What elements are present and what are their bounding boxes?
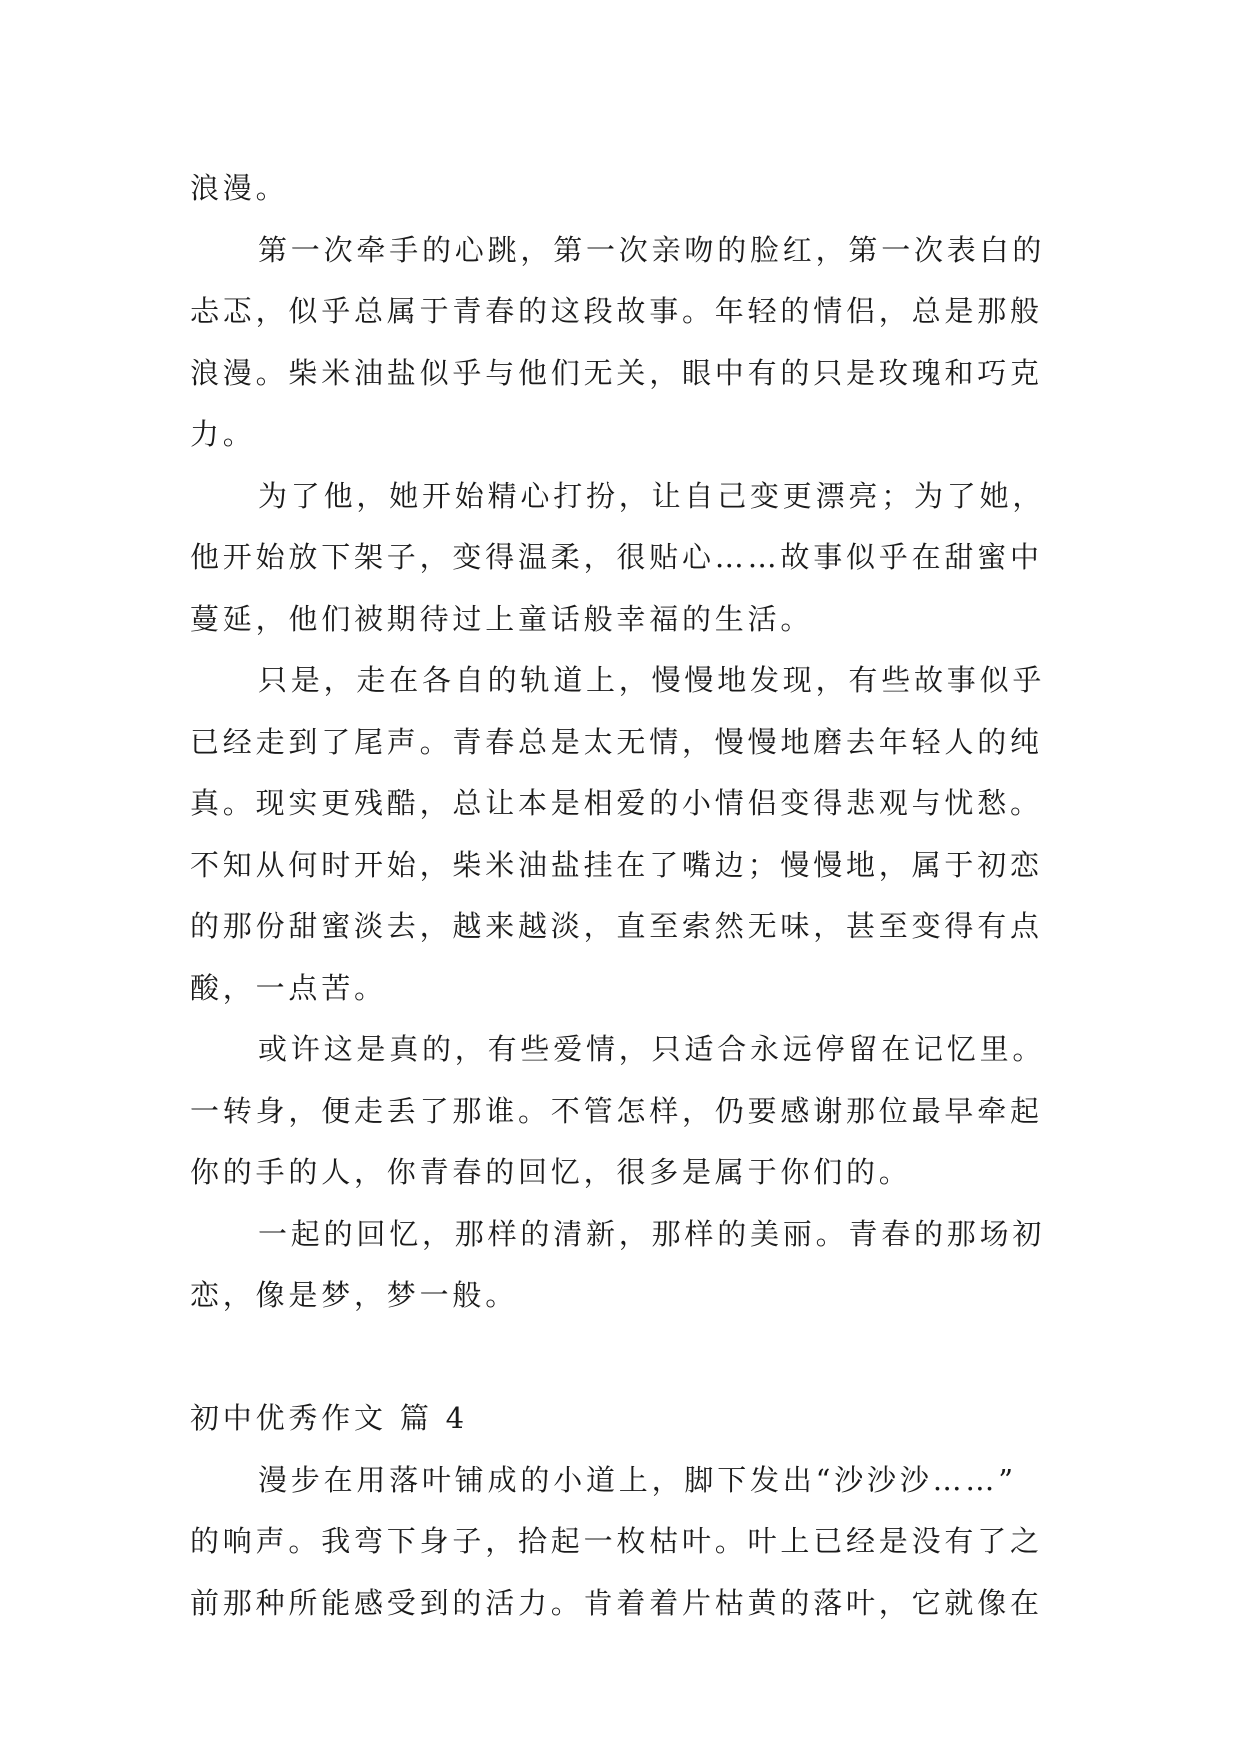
text-line: 你的手的人，你青春的回忆，很多是属于你们的。 [190, 1155, 912, 1189]
text-line: 第一次牵手的心跳，第一次亲吻的脸红，第一次表白的 [258, 232, 1046, 267]
paragraph [190, 158, 1050, 220]
text-line: 为了他，她开始精心打扮，让自己变更漂亮；为了她， [258, 478, 1046, 513]
paragraph [190, 466, 1050, 651]
text-line: 力。 [190, 417, 256, 451]
text-line: 他开始放下架子，变得温柔，很贴心……故事似乎在甜蜜中 [190, 540, 1043, 574]
text-line: 忐忑，似乎总属于青春的这段故事。年轻的情侣，总是那般 [190, 294, 1043, 328]
text-line: 一转身，便走丢了那谁。不管怎样，仍要感谢那位最早牵起 [190, 1093, 1043, 1128]
text-line: 恋，像是梦，梦一般。 [190, 1278, 519, 1312]
text-line: 已经走到了尾声。青春总是太无情，慢慢地磨去年轻人的纯 [190, 724, 1043, 759]
text-line: 的响声。我弯下身子，拾起一枚枯叶。叶上已经是没有了之 [190, 1524, 1043, 1558]
text-line: 或许这是真的，有些爱情，只适合永远停留在记忆里。 [258, 1032, 1046, 1066]
section-heading: 初中优秀作文 篇 4 [190, 1401, 468, 1435]
text-line: 前那种所能感受到的活力。肯着着片枯黄的落叶，它就像在 [190, 1585, 1043, 1620]
text-line: 一起的回忆，那样的清新，那样的美丽。青春的那场初 [258, 1216, 1046, 1251]
paragraph [190, 650, 1050, 1019]
paragraph [190, 1450, 1050, 1635]
text-line: 真。现实更残酷，总让本是相爱的小情侣变得悲观与忧愁。 [190, 786, 1043, 820]
text-line: 的那份甜蜜淡去，越来越淡，直至索然无味，甚至变得有点 [190, 909, 1043, 943]
text-line: 酸，一点苦。 [190, 970, 387, 1005]
text-line: 浪漫。 [190, 171, 289, 205]
document-body [190, 158, 1050, 1634]
text-line: 浪漫。柴米油盐似乎与他们无关，眼中有的只是玫瑰和巧克 [190, 355, 1043, 390]
text-line: 只是，走在各自的轨道上，慢慢地发现，有些故事似乎 [258, 663, 1046, 697]
paragraph [190, 220, 1050, 466]
text-line: 漫步在用落叶铺成的小道上，脚下发出“沙沙沙……” [258, 1462, 1017, 1497]
blank-line [190, 1327, 1050, 1389]
paragraph [190, 1019, 1050, 1204]
text-line: 不知从何时开始，柴米油盐挂在了嘴边；慢慢地，属于初恋 [190, 847, 1043, 882]
text-line: 蔓延，他们被期待过上童话般幸福的生活。 [190, 601, 814, 636]
paragraph [190, 1204, 1050, 1327]
